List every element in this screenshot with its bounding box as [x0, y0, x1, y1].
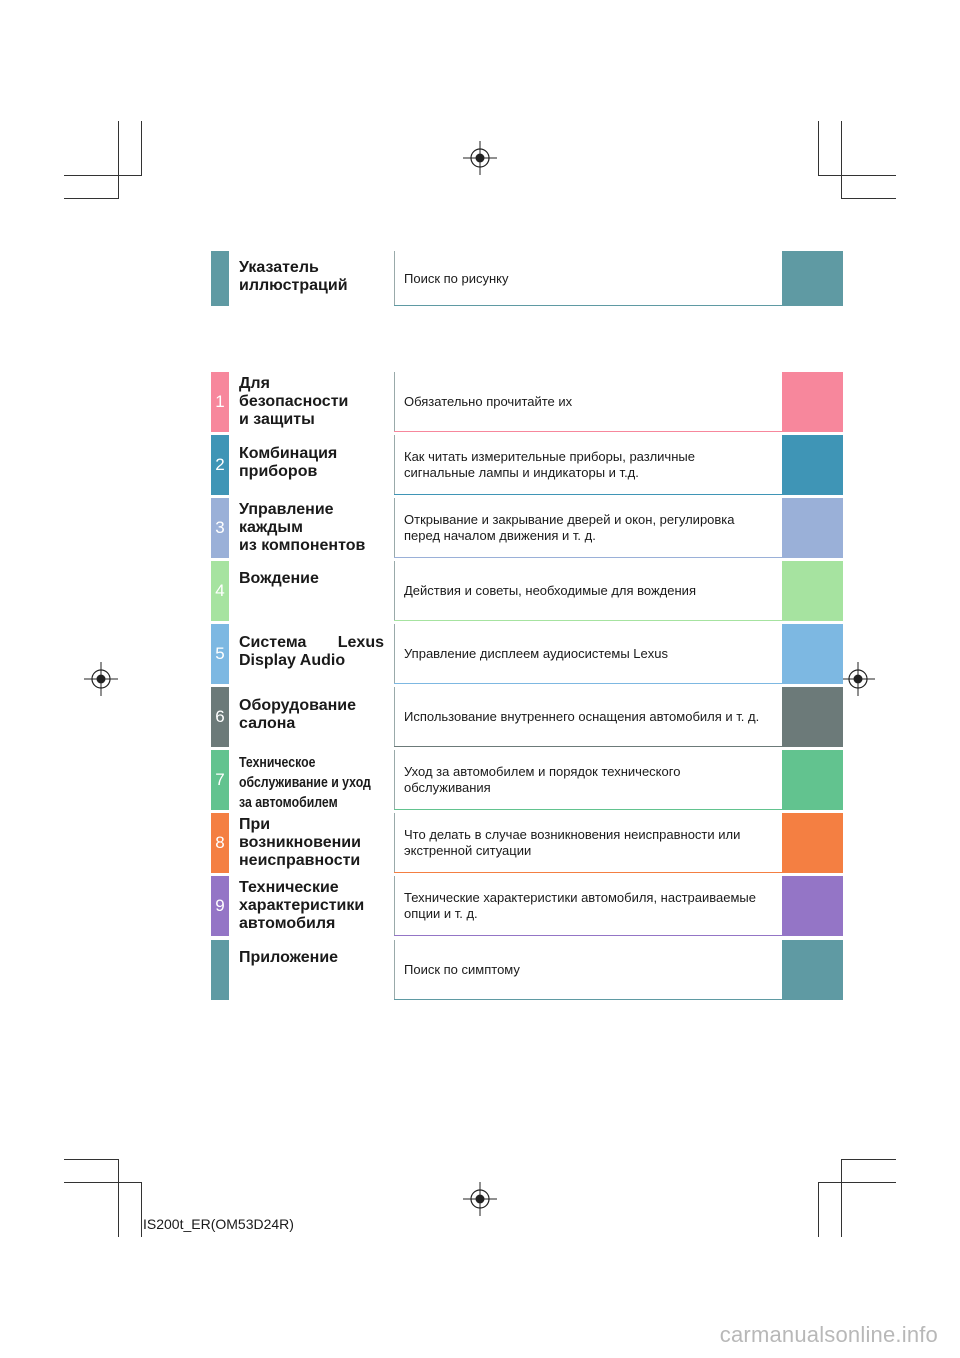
section-description-line: Действия и советы, необходимые для вождения	[404, 583, 696, 598]
section-underline	[394, 494, 783, 495]
contents-row[interactable]	[211, 687, 843, 747]
section-description-line: экстренной ситуации	[404, 843, 532, 858]
section-title-line: иллюстраций	[239, 277, 348, 294]
section-title	[239, 949, 384, 967]
section-title-line: Комбинация	[239, 445, 338, 462]
section-underline	[394, 431, 783, 432]
section-title-line: Указатель	[239, 259, 319, 276]
section-description	[394, 940, 781, 1000]
section-number: 9	[211, 876, 229, 936]
section-number: 4	[211, 561, 229, 621]
section-title-line: неисправности	[239, 852, 361, 869]
section-number: 1	[211, 372, 229, 432]
section-tab[interactable]	[782, 940, 843, 1000]
section-title-line: Для	[239, 375, 270, 392]
section-title-line: Display Audio	[239, 652, 346, 669]
section-title	[239, 445, 384, 481]
section-underline	[394, 620, 783, 621]
section-tab[interactable]	[782, 813, 843, 873]
contents-row[interactable]	[211, 813, 843, 873]
section-number: 5	[211, 624, 229, 684]
section-description-line: Уход за автомобилем и порядок технического	[404, 764, 681, 779]
section-title-line: Система Lexus	[239, 634, 384, 651]
section-title-line: безопасности	[239, 393, 349, 410]
section-description-line: опции и т. д.	[404, 906, 478, 921]
section-description-line: обслуживания	[404, 780, 491, 795]
contents-row[interactable]	[211, 498, 843, 558]
section-description-line: Управление дисплеем аудиосистемы Lexus	[404, 646, 668, 661]
section-title	[239, 879, 384, 933]
contents-row[interactable]	[211, 561, 843, 621]
section-description-line: Поиск по рисунку	[404, 270, 509, 286]
section-title-line: приборов	[239, 463, 318, 480]
section-description	[394, 750, 781, 810]
section-title	[239, 753, 385, 813]
section-description	[394, 561, 781, 621]
section-title	[239, 697, 384, 733]
section-underline	[394, 809, 783, 810]
section-title-line: возникновении	[239, 834, 361, 851]
contents-row[interactable]	[211, 435, 843, 495]
section-title	[239, 501, 384, 555]
section-description	[394, 498, 781, 558]
section-underline	[394, 872, 783, 873]
section-tab[interactable]	[782, 750, 843, 810]
section-description-line: Как читать измерительные приборы, различные	[404, 449, 695, 464]
section-description	[394, 251, 781, 306]
section-title-line: из компонентов	[239, 537, 366, 554]
section-number: 6	[211, 687, 229, 747]
section-description	[394, 687, 781, 747]
section-title-line: салона	[239, 715, 296, 732]
section-tab[interactable]	[782, 876, 843, 936]
section-title-line: Приложение	[239, 949, 339, 966]
contents-row[interactable]	[211, 750, 843, 810]
section-description-line: Поиск по симптому	[404, 962, 520, 977]
registration-mark-icon	[841, 662, 875, 696]
section-description	[394, 876, 781, 936]
section-title-line: каждым	[239, 519, 303, 536]
contents-row[interactable]	[211, 251, 843, 306]
section-title-line: Техническое	[239, 754, 316, 771]
section-number	[211, 940, 229, 1000]
section-title-line: Технические	[239, 879, 339, 896]
section-tab[interactable]	[782, 498, 843, 558]
section-title-line: Оборудование	[239, 697, 357, 714]
section-description-line: Что делать в случае возникновения неисправности или	[404, 827, 741, 842]
section-number: 7	[211, 750, 229, 810]
section-title	[239, 259, 384, 295]
section-description	[394, 624, 781, 684]
section-description-line: перед началом движения и т. д.	[404, 528, 596, 543]
section-description	[394, 435, 781, 495]
section-underline	[394, 683, 783, 684]
section-underline	[394, 935, 783, 936]
section-description	[394, 372, 781, 432]
registration-mark-icon	[463, 1182, 497, 1216]
section-number: 3	[211, 498, 229, 558]
contents-row[interactable]	[211, 876, 843, 936]
section-description-line: Открывание и закрывание дверей и окон, регулировка	[404, 512, 735, 527]
section-title	[239, 816, 384, 870]
section-number	[211, 251, 229, 306]
registration-mark-icon	[463, 141, 497, 175]
section-title-line: обслуживание и уход	[239, 774, 371, 791]
section-title	[239, 570, 384, 588]
contents-row[interactable]	[211, 940, 843, 1000]
section-title-line: и защиты	[239, 411, 315, 428]
section-underline	[394, 557, 783, 558]
section-tab[interactable]	[782, 372, 843, 432]
registration-mark-icon	[84, 662, 118, 696]
contents-row[interactable]	[211, 624, 843, 684]
section-number: 8	[211, 813, 229, 873]
section-underline	[394, 746, 783, 747]
section-description-line: Использование внутреннего оснащения автомобиля и т. д.	[404, 709, 760, 724]
section-title-line: При	[239, 816, 271, 833]
section-description-line: Обязательно прочитайте их	[404, 394, 573, 409]
section-tab[interactable]	[782, 687, 843, 747]
section-description-line: сигнальные лампы и индикаторы и т.д.	[404, 465, 639, 480]
section-title-line: характеристики	[239, 897, 365, 914]
contents-row[interactable]	[211, 372, 843, 432]
section-title-line: Вождение	[239, 570, 319, 587]
section-tab[interactable]	[782, 561, 843, 621]
section-title	[239, 634, 384, 670]
section-tab[interactable]	[782, 435, 843, 495]
section-description	[394, 813, 781, 873]
section-number: 2	[211, 435, 229, 495]
section-title-line: за автомобилем	[239, 794, 338, 811]
section-tab[interactable]	[782, 251, 843, 306]
section-underline	[394, 305, 783, 306]
section-description-line: Технические характеристики автомобиля, настраиваемые	[404, 890, 757, 905]
section-underline	[394, 999, 783, 1000]
section-title-line: Управление	[239, 501, 334, 518]
section-title	[239, 375, 384, 429]
section-title-line: автомобиля	[239, 915, 336, 932]
document-code: IS200t_ER(OM53D24R)	[143, 1216, 294, 1232]
section-tab[interactable]	[782, 624, 843, 684]
watermark: carmanualsonline.info	[719, 1322, 938, 1347]
